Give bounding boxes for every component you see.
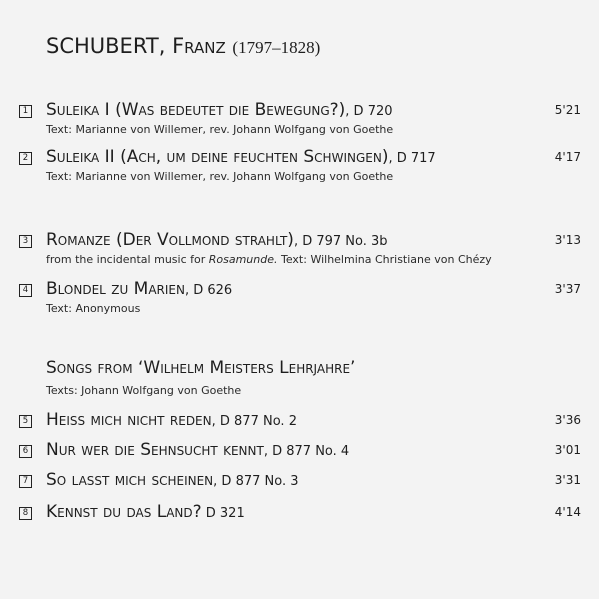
track-duration: 4'17	[554, 150, 581, 164]
track-title: Nur wer die Sehnsucht kennt	[46, 440, 264, 460]
track-text-credit	[46, 253, 492, 266]
track-duration: 5'21	[554, 103, 581, 117]
track-text-credit: Text: Marianne von Willemer, rev. Johann Wolfgang von Goethe	[46, 123, 394, 136]
track-title-line	[46, 279, 232, 299]
track-title-line	[46, 470, 299, 490]
track-title-line	[46, 230, 388, 250]
track-duration: 3'01	[554, 443, 581, 457]
composer-dates: (1797–1828)	[232, 38, 321, 57]
track-catalog: , D 877 No. 3	[213, 474, 299, 489]
track-number: 5	[19, 415, 32, 428]
track-text-credit: Text: Marianne von Willemer, rev. Johann Wolfgang von Goethe	[46, 170, 394, 183]
track-title: Blondel zu Marien	[46, 279, 185, 299]
track-duration: 3'13	[554, 233, 581, 247]
track-number: 8	[19, 507, 32, 520]
track-catalog: , D 626	[184, 283, 233, 298]
track-title-line	[46, 410, 297, 430]
track-number: 2	[19, 152, 32, 165]
song-group-text-credit: Texts: Johann Wolfgang von Goethe	[46, 384, 242, 397]
track-number: 3	[19, 235, 32, 248]
credit-work-title: Rosamunde.	[208, 253, 278, 266]
credit-prefix: from the incidental music for	[46, 253, 209, 266]
track-title: Kennst du das Land?	[46, 502, 202, 522]
track-title: Suleika I (Was bedeutet die Bewegung?)	[46, 100, 346, 120]
track-duration: 3'37	[554, 282, 581, 296]
track-title: So lasst mich scheinen	[46, 470, 214, 490]
track-title-line	[46, 147, 436, 167]
track-number: 6	[19, 445, 32, 458]
track-title-line	[46, 502, 245, 522]
track-catalog: , D 720	[345, 104, 393, 119]
track-catalog: , D 877 No. 4	[263, 444, 350, 459]
track-duration: 3'36	[554, 413, 581, 427]
track-catalog: , D 797 No. 3b	[293, 234, 388, 249]
track-title: Romanze (Der Vollmond strahlt)	[46, 230, 294, 250]
track-title-line	[46, 100, 393, 120]
composer-heading	[46, 34, 320, 58]
credit-suffix: Text: Wilhelmina Christiane von Chézy	[277, 253, 492, 266]
track-title-line	[46, 440, 349, 460]
track-number: 4	[19, 284, 32, 297]
track-text-credit: Text: Anonymous	[46, 302, 141, 315]
track-catalog: , D 717	[388, 151, 436, 166]
track-duration: 4'14	[554, 505, 581, 519]
track-catalog: , D 877 No. 2	[211, 414, 297, 429]
song-group-heading: Songs from ‘Wilhelm Meisters Lehrjahre’	[46, 358, 356, 378]
track-title: Heiß mich nicht reden	[46, 410, 212, 430]
track-number: 7	[19, 475, 32, 488]
track-duration: 3'31	[554, 473, 581, 487]
track-catalog: D 321	[201, 506, 245, 521]
track-title: Suleika II (Ach, um deine feuchten Schwingen)	[46, 147, 389, 167]
composer-name: SCHUBERT, Franz	[46, 34, 226, 58]
track-number: 1	[19, 105, 32, 118]
